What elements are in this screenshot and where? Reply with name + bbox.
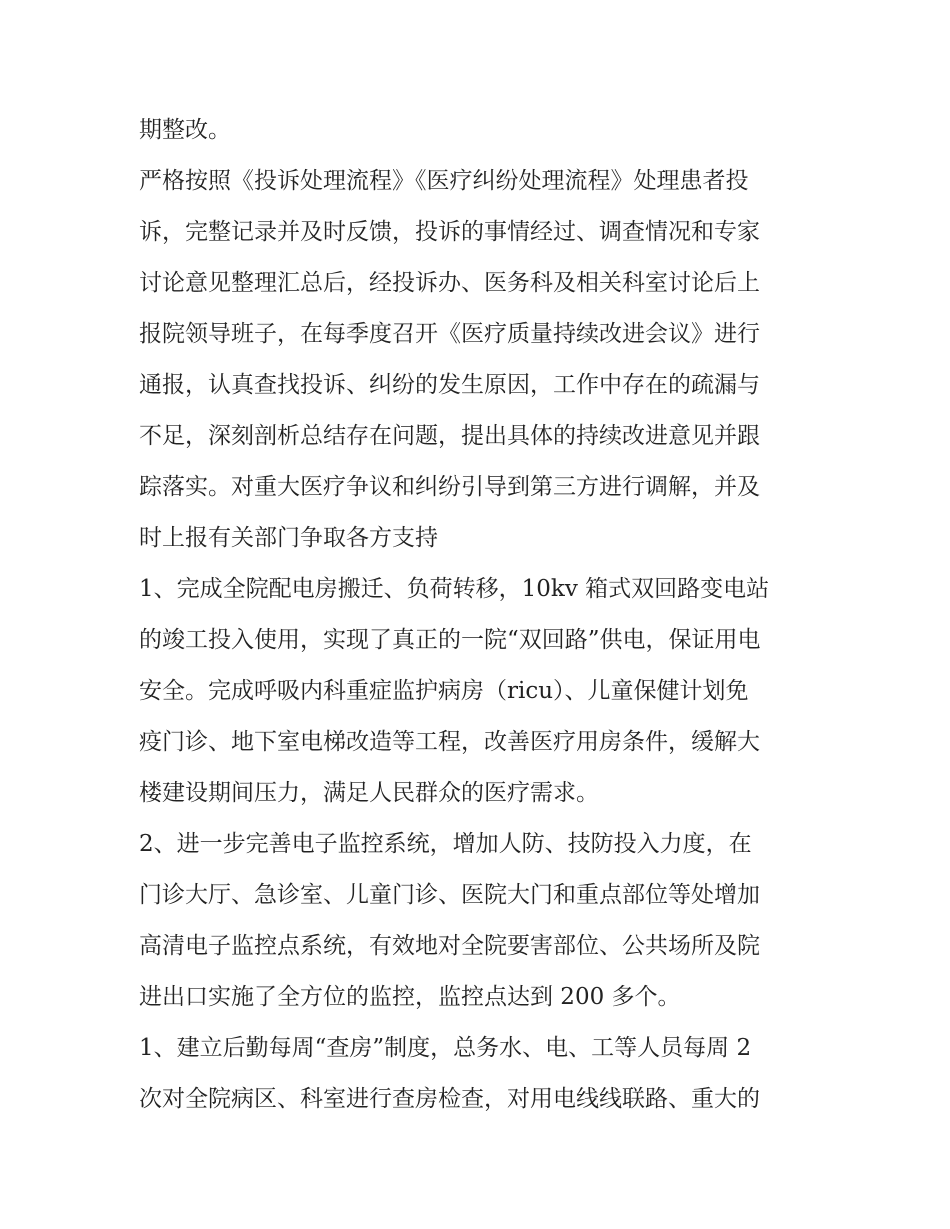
text-line: 期整改。 [139,117,231,143]
text-line: 高清电子监控点系统，有效地对全院要害部位、公共场所及院 [139,933,760,959]
text-line: 时上报有关部门争取各方支持 [139,525,438,551]
text-line: 门诊大厅、急诊室、儿童门诊、医院大门和重点部位等处增加 [139,882,760,908]
text-line: 进出口实施了全方位的监控，监控点达到 200 多个。 [139,984,681,1010]
text-line: 报院领导班子，在每季度召开《医疗质量持续改进会议》进行 [139,321,760,347]
text-line: 踪落实。对重大医疗争议和纠纷引导到第三方进行调解，并及 [139,474,760,500]
text-line: 疫门诊、地下室电梯改造等工程，改善医疗用房条件，缓解大 [139,729,760,755]
document-body [139,105,819,1125]
text-line: 次对全院病区、科室进行查房检查，对用电线线联路、重大的 [139,1086,760,1112]
text-line: 严格按照《投诉处理流程》《医疗纠纷处理流程》处理患者投 [139,168,749,194]
text-line: 1、完成全院配电房搬迁、负荷转移，10kv 箱式双回路变电站 [139,576,770,602]
text-line: 的竣工投入使用，实现了真正的一院“双回路”供电，保证用电 [139,627,761,653]
text-line: 安全。完成呼吸内科重症监护病房（ricu）、儿童保健计划免 [139,678,749,704]
text-line: 楼建设期间压力，满足人民群众的医疗需求。 [139,780,599,806]
text-line: 通报，认真查找投诉、纠纷的发生原因，工作中存在的疏漏与 [139,372,760,398]
text-line: 讨论意见整理汇总后，经投诉办、医务科及相关科室讨论后上 [139,270,760,296]
text-line: 2、进一步完善电子监控系统，增加人防、技防投入力度，在 [139,831,752,857]
text-line: 1、建立后勤每周“查房”制度，总务水、电、工等人员每周 2 [139,1035,752,1061]
text-line: 诉，完整记录并及时反馈，投诉的事情经过、调查情况和专家 [139,219,760,245]
text-line: 不足，深刻剖析总结存在问题，提出具体的持续改进意见并跟 [139,423,760,449]
